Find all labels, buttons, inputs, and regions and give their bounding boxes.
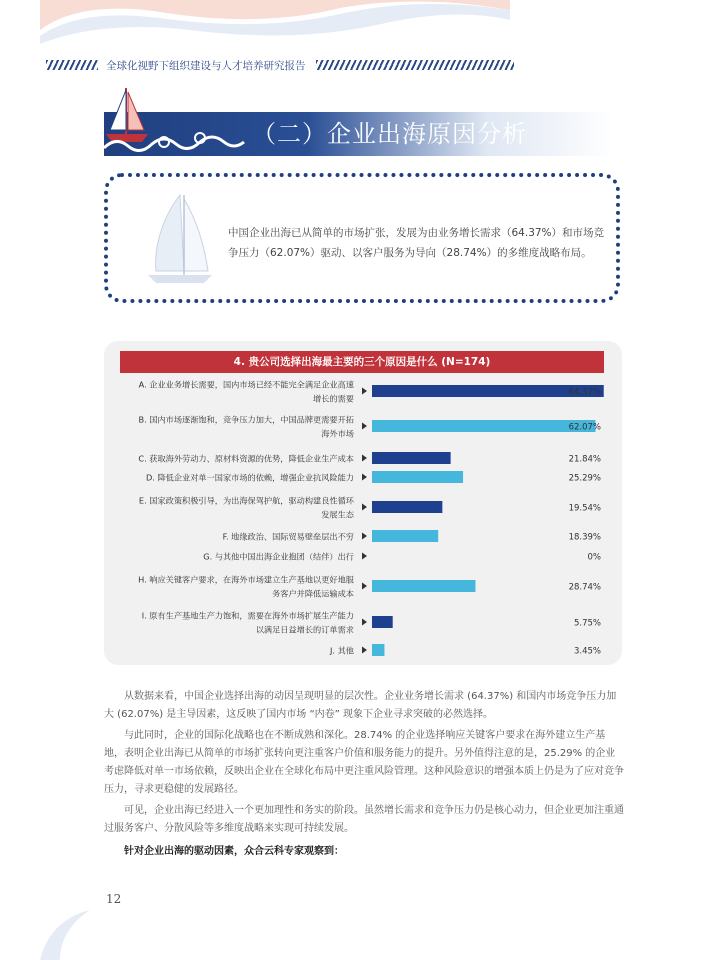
running-title: 全球化视野下组织建设与人才培养研究报告: [106, 59, 306, 72]
bar: [372, 501, 442, 513]
row-arrow-icon: [362, 553, 367, 560]
intro-box: [104, 173, 620, 303]
section-banner: [104, 84, 614, 160]
category-label: 发展生态: [321, 509, 354, 520]
category-label: B. 国内市场逐渐饱和，竞争压力加大，中国品牌更需要开拓: [138, 414, 354, 425]
paragraph-1: 从数据来看，中国企业选择出海的动因呈现明显的层次性。企业业务增长需求 (64.37%) 和国内市场竞争压力加大 (62.07%) 是主导因素，这反映了国内市场 “内卷” 现象下企业寻求突破的必然选择。: [104, 691, 617, 720]
value-label: 5.75%: [573, 618, 601, 629]
bar: [372, 452, 451, 464]
top-wave-decoration: [40, 0, 510, 60]
category-label: A. 企业业务增长需要，国内市场已经不能完全满足企业高速: [138, 379, 354, 390]
chart-title: 4. 贵公司选择出海最主要的三个原因是什么 (N=174): [120, 351, 604, 373]
category-label: E. 国家政策积极引导，为出海保驾护航，驱动构建良性循环: [138, 495, 354, 506]
value-label: 3.45%: [573, 646, 601, 657]
category-label: 增长的需要: [313, 393, 354, 404]
category-label: 海外市场: [321, 428, 354, 439]
row-arrow-icon: [362, 647, 367, 654]
row-arrow-icon: [362, 583, 367, 590]
closing-line: 针对企业出海的驱动因素，众合云科专家观察到：: [124, 846, 344, 857]
bar: [372, 530, 438, 542]
chart-card: [104, 341, 622, 665]
row-arrow-icon: [362, 533, 367, 540]
row-arrow-icon: [362, 455, 367, 462]
bar: [372, 420, 595, 432]
row-arrow-icon: [362, 504, 367, 511]
bar: [372, 580, 475, 592]
value-label: 19.54%: [568, 503, 601, 514]
header-hatch-left: [46, 60, 98, 70]
row-arrow-icon: [362, 388, 367, 395]
category-label: G. 与其他中国出海企业抱团（结伴）出行: [203, 551, 354, 562]
running-header: [46, 56, 686, 74]
category-label: J. 其他: [330, 645, 354, 656]
category-label: 以满足日益增长的订单需求: [255, 624, 354, 635]
sailboat-icon: [138, 191, 218, 287]
sailboat-waves-icon: [104, 84, 254, 160]
value-label: 28.74%: [568, 582, 601, 593]
value-label: 18.39%: [568, 532, 601, 543]
row-arrow-icon: [362, 619, 367, 626]
category-label: C. 获取海外劳动力、原材料资源的优势，降低企业生产成本: [138, 453, 354, 464]
section-title: （二）企业出海原因分析: [252, 120, 527, 148]
value-label: 64.37%: [568, 387, 601, 398]
category-label: H. 响应关键客户要求，在海外市场建立生产基地以更好地服: [138, 574, 354, 585]
category-label: I. 原有生产基地生产力饱和，需要在海外市场扩展生产能力: [141, 610, 354, 621]
value-label: 62.07%: [568, 422, 601, 433]
bar: [372, 471, 463, 483]
bar: [372, 644, 384, 656]
value-label: 0%: [587, 552, 601, 563]
paragraph-2: 与此同时，企业的国际化战略也在不断成熟和深化。28.74% 的企业选择响应关键客户要求在海外建立生产基地，表明企业出海已从简单的市场扩张转向更注重客户价值和服务能力的提升。另外值得注意的是，25.29% 的企业考虑降低对单一市场依赖，反映出企业在全球化布局中更注重风险管理。这种风险意识的增强本质上仍是为了应对竞争压力，寻求更稳健的发展路径。: [104, 730, 624, 795]
value-label: 21.84%: [568, 454, 601, 465]
intro-text: 中国企业出海已从简单的市场扩张，发展为由业务增长需求（64.37%）和市场竞争压力（62.07%）驱动、以客户服务为导向（28.74%）的多维度战略布局。: [228, 227, 605, 259]
category-label: D. 降低企业对单一国家市场的依赖，增强企业抗风险能力: [145, 472, 354, 483]
value-label: 25.29%: [568, 473, 601, 484]
header-hatch-right: [316, 60, 514, 70]
page-number: 12: [106, 892, 122, 906]
bar: [372, 616, 393, 628]
paragraph-3: 可见，企业出海已经进入一个更加理性和务实的阶段。虽然增长需求和竞争压力仍是核心动力，但企业更加注重通过服务客户、分散风险等多维度战略来实现可持续发展。: [104, 805, 624, 834]
row-arrow-icon: [362, 474, 367, 481]
bar-chart: [104, 341, 622, 665]
category-label: 务客户并降低运输成本: [272, 588, 354, 599]
row-arrow-icon: [362, 423, 367, 430]
category-label: F. 地缘政治、国际贸易壁垒层出不穷: [222, 531, 354, 542]
